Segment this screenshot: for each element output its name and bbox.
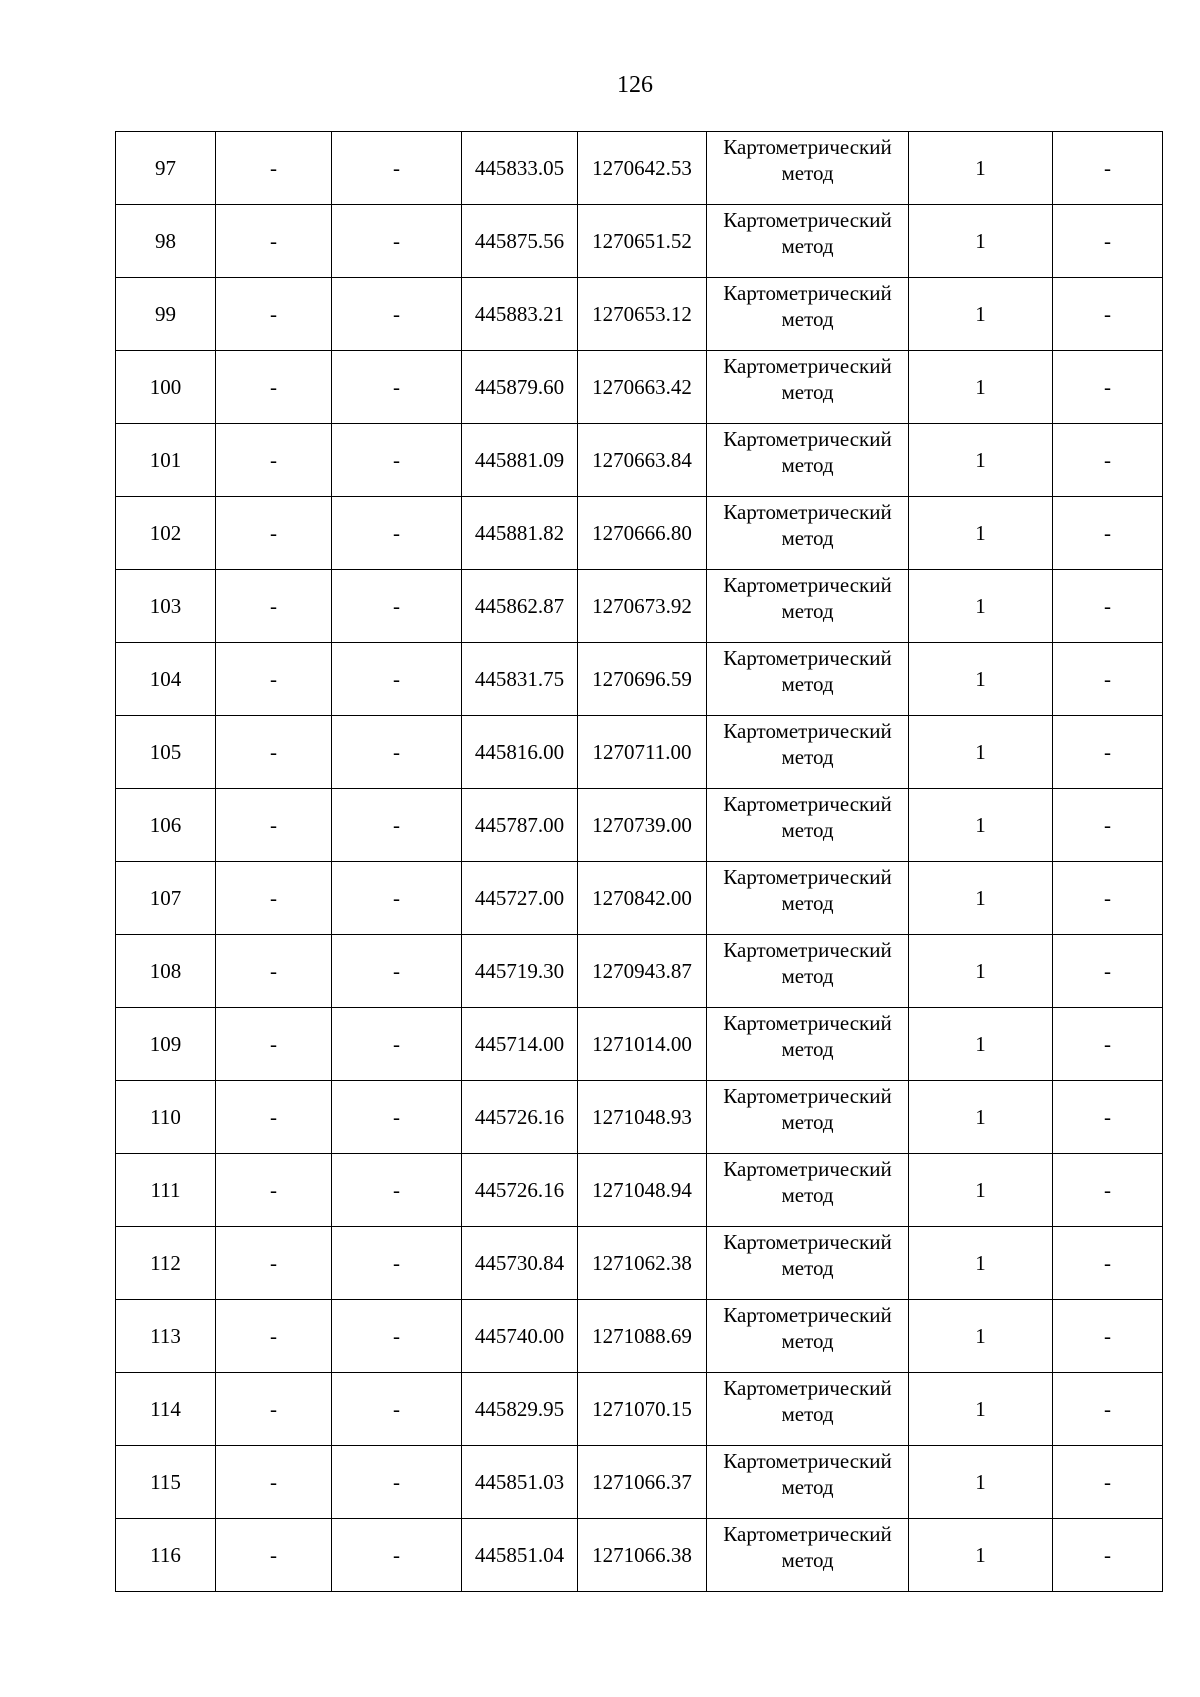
column-3-cell: - — [332, 1227, 462, 1300]
method-label-line1: Картометрический — [723, 1084, 892, 1108]
last-column-cell: - — [1053, 132, 1163, 205]
method-label-line1: Картометрический — [723, 208, 892, 232]
last-column-cell: - — [1053, 570, 1163, 643]
y-coordinate-cell: 1270666.80 — [578, 497, 707, 570]
method-label-line2: метод — [781, 599, 834, 623]
method-label-line1: Картометрический — [723, 573, 892, 597]
column-2-cell: - — [216, 205, 332, 278]
table-row — [116, 1373, 1163, 1446]
y-coordinate-cell: 1270943.87 — [578, 935, 707, 1008]
table-row — [116, 935, 1163, 1008]
point-number-cell: 115 — [116, 1446, 216, 1519]
y-coordinate-cell: 1271014.00 — [578, 1008, 707, 1081]
table-row — [116, 205, 1163, 278]
y-coordinate-cell: 1270651.52 — [578, 205, 707, 278]
x-coordinate-cell: 445881.82 — [462, 497, 578, 570]
column-2-cell: - — [216, 935, 332, 1008]
method-label-line2: метод — [781, 672, 834, 696]
method-label-line1: Картометрический — [723, 1011, 892, 1035]
accuracy-cell: 1 — [909, 862, 1053, 935]
accuracy-cell: 1 — [909, 1373, 1053, 1446]
column-3-cell: - — [332, 935, 462, 1008]
last-column-cell: - — [1053, 1227, 1163, 1300]
method-label-line2: метод — [781, 1329, 834, 1353]
accuracy-cell: 1 — [909, 1446, 1053, 1519]
x-coordinate-cell: 445719.30 — [462, 935, 578, 1008]
column-2-cell: - — [216, 1008, 332, 1081]
x-coordinate-cell: 445833.05 — [462, 132, 578, 205]
method-label-line2: метод — [781, 1183, 834, 1207]
method-label-line2: метод — [781, 1402, 834, 1426]
method-label-line1: Картометрический — [723, 135, 892, 159]
method-label-line2: метод — [781, 161, 834, 185]
method-label-line1: Картометрический — [723, 1376, 892, 1400]
method-cell — [707, 424, 909, 497]
y-coordinate-cell: 1271048.93 — [578, 1081, 707, 1154]
y-coordinate-cell: 1270711.00 — [578, 716, 707, 789]
last-column-cell: - — [1053, 424, 1163, 497]
last-column-cell: - — [1053, 278, 1163, 351]
method-label-line1: Картометрический — [723, 1157, 892, 1181]
last-column-cell: - — [1053, 205, 1163, 278]
column-2-cell: - — [216, 716, 332, 789]
method-cell — [707, 862, 909, 935]
x-coordinate-cell: 445829.95 — [462, 1373, 578, 1446]
point-number-cell: 106 — [116, 789, 216, 862]
method-label-line2: метод — [781, 1037, 834, 1061]
y-coordinate-cell: 1270663.42 — [578, 351, 707, 424]
page-number: 126 — [617, 72, 653, 98]
accuracy-cell: 1 — [909, 570, 1053, 643]
method-label-line2: метод — [781, 1256, 834, 1280]
x-coordinate-cell: 445851.03 — [462, 1446, 578, 1519]
point-number-cell: 97 — [116, 132, 216, 205]
column-3-cell: - — [332, 1081, 462, 1154]
point-number-cell: 113 — [116, 1300, 216, 1373]
accuracy-cell: 1 — [909, 497, 1053, 570]
last-column-cell: - — [1053, 497, 1163, 570]
method-label-line2: метод — [781, 526, 834, 550]
column-2-cell: - — [216, 351, 332, 424]
column-3-cell: - — [332, 1519, 462, 1592]
accuracy-cell: 1 — [909, 1081, 1053, 1154]
table-row — [116, 497, 1163, 570]
method-label-line2: метод — [781, 380, 834, 404]
y-coordinate-cell: 1271070.15 — [578, 1373, 707, 1446]
column-3-cell: - — [332, 789, 462, 862]
table-row — [116, 643, 1163, 716]
y-coordinate-cell: 1271048.94 — [578, 1154, 707, 1227]
accuracy-cell: 1 — [909, 716, 1053, 789]
method-label-line2: метод — [781, 891, 834, 915]
point-number-cell: 102 — [116, 497, 216, 570]
last-column-cell: - — [1053, 935, 1163, 1008]
table-row — [116, 789, 1163, 862]
last-column-cell: - — [1053, 643, 1163, 716]
point-number-cell: 99 — [116, 278, 216, 351]
column-2-cell: - — [216, 132, 332, 205]
column-2-cell: - — [216, 1227, 332, 1300]
method-label-line1: Картометрический — [723, 792, 892, 816]
point-number-cell: 100 — [116, 351, 216, 424]
column-2-cell: - — [216, 643, 332, 716]
table-row — [116, 1446, 1163, 1519]
accuracy-cell: 1 — [909, 205, 1053, 278]
table-row — [116, 278, 1163, 351]
table-row — [116, 1227, 1163, 1300]
method-label-line1: Картометрический — [723, 1303, 892, 1327]
method-cell — [707, 132, 909, 205]
method-cell — [707, 1446, 909, 1519]
accuracy-cell: 1 — [909, 1300, 1053, 1373]
table-row — [116, 132, 1163, 205]
column-3-cell: - — [332, 1154, 462, 1227]
x-coordinate-cell: 445726.16 — [462, 1081, 578, 1154]
last-column-cell: - — [1053, 1519, 1163, 1592]
accuracy-cell: 1 — [909, 424, 1053, 497]
y-coordinate-cell: 1271066.37 — [578, 1446, 707, 1519]
method-label-line1: Картометрический — [723, 865, 892, 889]
y-coordinate-cell: 1270842.00 — [578, 862, 707, 935]
coordinates-table — [115, 131, 1163, 1592]
column-3-cell: - — [332, 278, 462, 351]
table-row — [116, 1154, 1163, 1227]
point-number-cell: 108 — [116, 935, 216, 1008]
accuracy-cell: 1 — [909, 1227, 1053, 1300]
column-3-cell: - — [332, 862, 462, 935]
accuracy-cell: 1 — [909, 1154, 1053, 1227]
last-column-cell: - — [1053, 351, 1163, 424]
column-3-cell: - — [332, 497, 462, 570]
x-coordinate-cell: 445831.75 — [462, 643, 578, 716]
last-column-cell: - — [1053, 862, 1163, 935]
accuracy-cell: 1 — [909, 789, 1053, 862]
table-row — [116, 716, 1163, 789]
y-coordinate-cell: 1271088.69 — [578, 1300, 707, 1373]
method-cell — [707, 1154, 909, 1227]
y-coordinate-cell: 1270663.84 — [578, 424, 707, 497]
column-2-cell: - — [216, 497, 332, 570]
point-number-cell: 105 — [116, 716, 216, 789]
last-column-cell: - — [1053, 1300, 1163, 1373]
y-coordinate-cell: 1271062.38 — [578, 1227, 707, 1300]
x-coordinate-cell: 445875.56 — [462, 205, 578, 278]
method-label-line2: метод — [781, 1110, 834, 1134]
x-coordinate-cell: 445714.00 — [462, 1008, 578, 1081]
x-coordinate-cell: 445726.16 — [462, 1154, 578, 1227]
column-3-cell: - — [332, 1446, 462, 1519]
accuracy-cell: 1 — [909, 935, 1053, 1008]
x-coordinate-cell: 445879.60 — [462, 351, 578, 424]
method-cell — [707, 935, 909, 1008]
column-2-cell: - — [216, 570, 332, 643]
method-cell — [707, 205, 909, 278]
column-3-cell: - — [332, 1373, 462, 1446]
point-number-cell: 112 — [116, 1227, 216, 1300]
last-column-cell: - — [1053, 1008, 1163, 1081]
column-2-cell: - — [216, 789, 332, 862]
column-2-cell: - — [216, 424, 332, 497]
table-body — [116, 132, 1163, 1592]
point-number-cell: 107 — [116, 862, 216, 935]
method-label-line1: Картометрический — [723, 646, 892, 670]
method-label-line1: Картометрический — [723, 1230, 892, 1254]
method-cell — [707, 716, 909, 789]
method-label-line1: Картометрический — [723, 719, 892, 743]
last-column-cell: - — [1053, 1154, 1163, 1227]
method-cell — [707, 1081, 909, 1154]
last-column-cell: - — [1053, 1446, 1163, 1519]
method-label-line2: метод — [781, 453, 834, 477]
method-label-line1: Картометрический — [723, 1449, 892, 1473]
method-cell — [707, 1373, 909, 1446]
column-3-cell: - — [332, 570, 462, 643]
column-2-cell: - — [216, 1373, 332, 1446]
method-label-line1: Картометрический — [723, 500, 892, 524]
method-cell — [707, 1227, 909, 1300]
point-number-cell: 116 — [116, 1519, 216, 1592]
table-row — [116, 862, 1163, 935]
column-3-cell: - — [332, 132, 462, 205]
column-3-cell: - — [332, 205, 462, 278]
point-number-cell: 101 — [116, 424, 216, 497]
method-label-line2: метод — [781, 234, 834, 258]
method-cell — [707, 789, 909, 862]
method-label-line1: Картометрический — [723, 281, 892, 305]
point-number-cell: 104 — [116, 643, 216, 716]
x-coordinate-cell: 445862.87 — [462, 570, 578, 643]
x-coordinate-cell: 445816.00 — [462, 716, 578, 789]
point-number-cell: 110 — [116, 1081, 216, 1154]
table-row — [116, 424, 1163, 497]
table-row — [116, 351, 1163, 424]
y-coordinate-cell: 1270673.92 — [578, 570, 707, 643]
table-row — [116, 1519, 1163, 1592]
column-2-cell: - — [216, 862, 332, 935]
accuracy-cell: 1 — [909, 278, 1053, 351]
method-label-line2: метод — [781, 745, 834, 769]
y-coordinate-cell: 1270696.59 — [578, 643, 707, 716]
method-cell — [707, 1300, 909, 1373]
method-label-line1: Картометрический — [723, 354, 892, 378]
table-row — [116, 1008, 1163, 1081]
method-label-line2: метод — [781, 1548, 834, 1572]
column-3-cell: - — [332, 424, 462, 497]
y-coordinate-cell: 1270642.53 — [578, 132, 707, 205]
accuracy-cell: 1 — [909, 1519, 1053, 1592]
x-coordinate-cell: 445883.21 — [462, 278, 578, 351]
column-3-cell: - — [332, 1008, 462, 1081]
accuracy-cell: 1 — [909, 643, 1053, 716]
table-row — [116, 570, 1163, 643]
column-2-cell: - — [216, 1081, 332, 1154]
method-cell — [707, 1008, 909, 1081]
last-column-cell: - — [1053, 1373, 1163, 1446]
column-3-cell: - — [332, 643, 462, 716]
column-3-cell: - — [332, 351, 462, 424]
method-cell — [707, 278, 909, 351]
column-2-cell: - — [216, 1519, 332, 1592]
point-number-cell: 98 — [116, 205, 216, 278]
method-cell — [707, 570, 909, 643]
x-coordinate-cell: 445740.00 — [462, 1300, 578, 1373]
method-label-line2: метод — [781, 818, 834, 842]
last-column-cell: - — [1053, 789, 1163, 862]
method-label-line2: метод — [781, 1475, 834, 1499]
table-row — [116, 1081, 1163, 1154]
accuracy-cell: 1 — [909, 351, 1053, 424]
point-number-cell: 109 — [116, 1008, 216, 1081]
last-column-cell: - — [1053, 1081, 1163, 1154]
x-coordinate-cell: 445851.04 — [462, 1519, 578, 1592]
y-coordinate-cell: 1271066.38 — [578, 1519, 707, 1592]
x-coordinate-cell: 445730.84 — [462, 1227, 578, 1300]
y-coordinate-cell: 1270739.00 — [578, 789, 707, 862]
method-label-line1: Картометрический — [723, 427, 892, 451]
table-row — [116, 1300, 1163, 1373]
method-cell — [707, 643, 909, 716]
x-coordinate-cell: 445787.00 — [462, 789, 578, 862]
accuracy-cell: 1 — [909, 1008, 1053, 1081]
column-2-cell: - — [216, 1154, 332, 1227]
column-2-cell: - — [216, 1446, 332, 1519]
method-cell — [707, 351, 909, 424]
method-cell — [707, 497, 909, 570]
accuracy-cell: 1 — [909, 132, 1053, 205]
y-coordinate-cell: 1270653.12 — [578, 278, 707, 351]
column-3-cell: - — [332, 1300, 462, 1373]
column-3-cell: - — [332, 716, 462, 789]
x-coordinate-cell: 445727.00 — [462, 862, 578, 935]
method-label-line1: Картометрический — [723, 938, 892, 962]
column-2-cell: - — [216, 1300, 332, 1373]
method-label-line2: метод — [781, 964, 834, 988]
point-number-cell: 114 — [116, 1373, 216, 1446]
method-cell — [707, 1519, 909, 1592]
column-2-cell: - — [216, 278, 332, 351]
point-number-cell: 103 — [116, 570, 216, 643]
last-column-cell: - — [1053, 716, 1163, 789]
x-coordinate-cell: 445881.09 — [462, 424, 578, 497]
method-label-line2: метод — [781, 307, 834, 331]
point-number-cell: 111 — [116, 1154, 216, 1227]
method-label-line1: Картометрический — [723, 1522, 892, 1546]
